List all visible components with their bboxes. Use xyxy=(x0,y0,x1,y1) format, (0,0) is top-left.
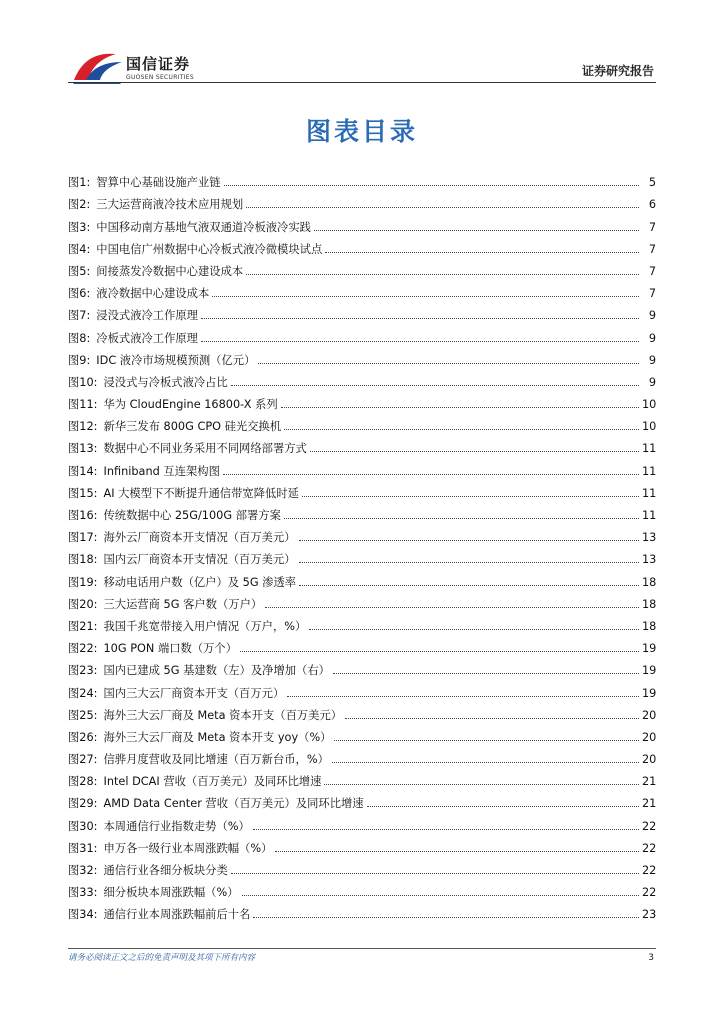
toc-entry-page: 21 xyxy=(642,775,657,789)
toc-entry-page: 10 xyxy=(642,398,657,412)
toc-entry-label: 图25: xyxy=(68,708,98,722)
toc-leader-dots xyxy=(242,895,640,896)
toc-entry-page: 13 xyxy=(642,531,657,545)
toc-entry-label: 图19: xyxy=(68,575,98,589)
toc-entry-title: 移动电话用户数（亿户）及 5G 渗透率 xyxy=(103,575,297,589)
toc-entry-title: 申万各一级行业本周涨跌幅（%） xyxy=(103,841,273,855)
toc-entry-page: 18 xyxy=(642,597,657,611)
toc-leader-dots xyxy=(253,917,639,918)
toc-entry[interactable] xyxy=(68,212,656,234)
toc-entry-title: 我国千兆宽带接入用户情况（万户，%） xyxy=(103,619,307,633)
toc-entry[interactable] xyxy=(68,745,656,767)
toc-entry-label: 图12: xyxy=(68,420,98,434)
toc-leader-dots xyxy=(334,740,639,741)
toc-entry-label: 图4: xyxy=(68,242,91,256)
table-of-figures xyxy=(68,168,656,922)
toc-entry-label: 图14: xyxy=(68,464,98,478)
toc-entry[interactable] xyxy=(68,257,656,279)
toc-entry-label: 图29: xyxy=(68,797,98,811)
toc-entry-label: 图3: xyxy=(68,220,91,234)
toc-entry-page: 18 xyxy=(642,575,657,589)
toc-entry[interactable] xyxy=(68,678,656,700)
toc-entry-page: 7 xyxy=(648,287,656,301)
page-title: 图表目录 xyxy=(305,117,418,146)
toc-entry[interactable] xyxy=(68,190,656,212)
toc-leader-dots xyxy=(246,207,639,208)
toc-entry[interactable] xyxy=(68,834,656,856)
toc-entry-page: 19 xyxy=(642,642,657,656)
toc-entry[interactable] xyxy=(68,279,656,301)
toc-entry-label: 图9: xyxy=(68,353,91,367)
toc-entry[interactable] xyxy=(68,323,656,345)
toc-entry-title: 浸没式液冷工作原理 xyxy=(96,309,198,323)
logo-name-cn: 国信证券 xyxy=(126,55,191,73)
toc-entry[interactable] xyxy=(68,168,656,190)
toc-entry-title: Infiniband 互连架构图 xyxy=(103,464,220,478)
toc-entry-title: 智算中心基础设施产业链 xyxy=(96,176,221,190)
toc-entry-page: 23 xyxy=(642,908,657,922)
toc-entry-label: 图24: xyxy=(68,686,98,700)
toc-entry-title: 本周通信行业指数走势（%） xyxy=(103,819,250,833)
toc-entry[interactable] xyxy=(68,456,656,478)
toc-entry-title: AMD Data Center 营收（百万美元）及同环比增速 xyxy=(103,797,364,811)
toc-leader-dots xyxy=(246,274,639,275)
toc-entry-page: 9 xyxy=(648,353,656,367)
toc-entry[interactable] xyxy=(68,701,656,723)
toc-entry-title: 传统数据中心 25G/100G 部署方案 xyxy=(103,509,281,522)
toc-entry-label: 图23: xyxy=(68,664,98,678)
toc-entry-label: 图33: xyxy=(68,886,98,900)
toc-entry[interactable] xyxy=(68,634,656,656)
logo-name-en: GUOSEN SECURITIES xyxy=(126,74,195,81)
toc-entry-label: 图28: xyxy=(68,775,98,789)
toc-entry-title: 国内三大云厂商资本开支（百万元） xyxy=(103,686,285,700)
toc-leader-dots xyxy=(324,784,639,785)
toc-leader-dots xyxy=(212,296,639,297)
toc-entry-title: 三大运营商液冷技术应用规划 xyxy=(96,198,244,212)
toc-entry-label: 图21: xyxy=(68,619,98,633)
toc-entry-title: 三大运营商 5G 客户数（万户） xyxy=(103,597,263,611)
toc-entry-page: 20 xyxy=(642,753,657,767)
toc-entry-title: 信骅月度营收及同比增速（百万新台币，%） xyxy=(103,753,329,767)
toc-entry-label: 图30: xyxy=(68,819,98,833)
toc-entry-title: 海外三大云厂商及 Meta 资本开支（百万美元） xyxy=(103,708,343,722)
toc-entry-title: AI 大模型下不断提升通信带宽降低时延 xyxy=(103,486,299,500)
toc-leader-dots xyxy=(281,407,639,408)
toc-leader-dots xyxy=(333,673,639,674)
toc-entry-title: 通信行业各细分板块分类 xyxy=(103,864,228,877)
toc-entry-title: 华为 CloudEngine 16800-X 系列 xyxy=(103,398,278,412)
toc-entry-page: 22 xyxy=(642,819,657,833)
toc-entry-title: 海外三大云厂商及 Meta 资本开支 yoy（%） xyxy=(103,730,332,744)
toc-entry-page: 21 xyxy=(642,797,657,811)
toc-entry-title: 细分板块本周涨跌幅（%） xyxy=(103,886,239,900)
toc-entry-label: 图8: xyxy=(68,331,91,345)
toc-entry-page: 5 xyxy=(648,176,656,190)
toc-entry-label: 图16: xyxy=(68,509,98,522)
page-number: 3 xyxy=(648,953,654,963)
toc-entry-title: 国内已建成 5G 基建数（左）及净增加（右） xyxy=(103,664,330,678)
toc-entry[interactable] xyxy=(68,390,656,412)
toc-entry-page: 19 xyxy=(642,686,657,700)
toc-leader-dots xyxy=(309,629,639,630)
toc-entry-page: 9 xyxy=(648,375,656,389)
toc-entry-title: 冷板式液冷工作原理 xyxy=(96,331,198,345)
toc-entry-title: 中国移动南方基地气液双通道冷板液冷实践 xyxy=(96,220,311,234)
toc-entry-title: 中国电信广州数据中心冷板式液冷微模块试点 xyxy=(96,242,323,256)
toc-leader-dots xyxy=(231,385,639,386)
company-logo xyxy=(72,50,222,86)
toc-entry-label: 图32: xyxy=(68,864,98,877)
toc-entry-title: Intel DCAI 营收（百万美元）及同环比增速 xyxy=(103,775,322,789)
toc-entry-page: 22 xyxy=(642,841,657,855)
toc-entry-title: 数据中心不同业务采用不同网络部署方式 xyxy=(103,442,307,456)
toc-entry-page: 11 xyxy=(642,509,657,522)
toc-entry-label: 图10: xyxy=(68,375,98,389)
toc-entry-label: 图31: xyxy=(68,841,98,855)
toc-leader-dots xyxy=(332,762,639,763)
toc-leader-dots xyxy=(310,451,639,452)
toc-entry[interactable] xyxy=(68,301,656,323)
toc-entry-label: 图18: xyxy=(68,553,98,567)
toc-leader-dots xyxy=(367,806,639,807)
toc-entry-page: 9 xyxy=(648,331,656,345)
toc-entry-page: 11 xyxy=(642,464,657,478)
toc-leader-dots xyxy=(231,873,639,874)
toc-entry-page: 20 xyxy=(642,708,657,722)
toc-entry-page: 7 xyxy=(648,242,656,256)
report-type-label: 证券研究报告 xyxy=(581,64,654,78)
toc-leader-dots xyxy=(299,562,639,563)
toc-entry-label: 图1: xyxy=(68,176,91,190)
toc-entry-page: 22 xyxy=(642,864,657,877)
toc-leader-dots xyxy=(275,851,639,852)
toc-entry[interactable] xyxy=(68,656,656,678)
toc-entry[interactable] xyxy=(68,856,656,878)
toc-leader-dots xyxy=(299,540,639,541)
toc-entry-label: 图22: xyxy=(68,642,98,656)
toc-entry-page: 9 xyxy=(648,309,656,323)
toc-entry-page: 7 xyxy=(648,220,656,234)
footer-divider xyxy=(68,948,656,949)
toc-entry[interactable] xyxy=(68,590,656,612)
toc-leader-dots xyxy=(265,607,639,608)
toc-entry-page: 22 xyxy=(642,886,657,900)
toc-entry[interactable] xyxy=(68,567,656,589)
toc-entry-label: 图6: xyxy=(68,287,91,301)
toc-entry-page: 13 xyxy=(642,553,657,567)
toc-leader-dots xyxy=(284,429,639,430)
toc-leader-dots xyxy=(258,363,639,364)
toc-entry[interactable] xyxy=(68,479,656,501)
toc-entry[interactable] xyxy=(68,811,656,833)
toc-leader-dots xyxy=(314,230,639,231)
toc-entry-label: 图27: xyxy=(68,753,98,767)
toc-entry-title: IDC 液冷市场规模预测（亿元） xyxy=(96,353,256,367)
toc-entry[interactable] xyxy=(68,612,656,634)
toc-entry-title: 液冷数据中心建设成本 xyxy=(96,287,210,301)
toc-entry-label: 图2: xyxy=(68,198,91,212)
toc-entry[interactable] xyxy=(68,368,656,390)
toc-entry-label: 图11: xyxy=(68,398,98,412)
toc-entry[interactable] xyxy=(68,789,656,811)
toc-entry-page: 7 xyxy=(648,264,656,278)
toc-entry[interactable] xyxy=(68,723,656,745)
footer-disclaimer: 请务必阅读正文之后的免责声明及其项下所有内容 xyxy=(68,953,256,963)
toc-entry-label: 图17: xyxy=(68,531,98,545)
toc-entry-label: 图20: xyxy=(68,597,98,611)
toc-entry[interactable] xyxy=(68,235,656,257)
toc-entry-label: 图13: xyxy=(68,442,98,456)
toc-entry-page: 11 xyxy=(642,486,657,500)
toc-leader-dots xyxy=(253,829,639,830)
toc-leader-dots xyxy=(299,585,639,586)
toc-entry-label: 图34: xyxy=(68,908,98,922)
header-divider xyxy=(68,82,656,83)
toc-entry-label: 图15: xyxy=(68,486,98,500)
toc-entry-title: 海外云厂商资本开支情况（百万美元） xyxy=(103,531,296,545)
toc-leader-dots xyxy=(287,696,639,697)
page-header xyxy=(0,0,724,90)
toc-entry-page: 6 xyxy=(648,198,656,212)
toc-leader-dots xyxy=(302,496,639,497)
toc-entry[interactable] xyxy=(68,523,656,545)
toc-leader-dots xyxy=(325,252,639,253)
toc-entry-title: 10G PON 端口数（万个） xyxy=(103,642,238,656)
toc-leader-dots xyxy=(240,651,639,652)
toc-leader-dots xyxy=(284,518,639,519)
toc-entry[interactable] xyxy=(68,878,656,900)
toc-entry-title: 新华三发布 800G CPO 硅光交换机 xyxy=(103,420,282,434)
toc-leader-dots xyxy=(201,318,639,319)
toc-entry-page: 20 xyxy=(642,730,657,744)
toc-leader-dots xyxy=(224,185,639,186)
toc-entry-label: 图7: xyxy=(68,309,91,323)
toc-entry[interactable] xyxy=(68,346,656,368)
toc-entry-title: 间接蒸发冷数据中心建设成本 xyxy=(96,264,244,278)
toc-entry[interactable] xyxy=(68,501,656,523)
toc-entry[interactable] xyxy=(68,545,656,567)
toc-entry-page: 11 xyxy=(642,442,657,456)
toc-entry-page: 18 xyxy=(642,619,657,633)
toc-entry-page: 19 xyxy=(642,664,657,678)
toc-entry[interactable] xyxy=(68,434,656,456)
toc-entry-title: 浸没式与冷板式液冷占比 xyxy=(103,375,228,389)
toc-entry[interactable] xyxy=(68,767,656,789)
toc-entry-label: 图26: xyxy=(68,730,98,744)
toc-leader-dots xyxy=(345,718,639,719)
toc-entry-title: 通信行业本周涨跌幅前后十名 xyxy=(103,908,251,922)
guosen-logo-icon xyxy=(72,50,124,86)
toc-entry-title: 国内云厂商资本开支情况（百万美元） xyxy=(103,553,296,567)
toc-leader-dots xyxy=(201,341,639,342)
toc-entry[interactable] xyxy=(68,412,656,434)
toc-entry-page: 10 xyxy=(642,420,657,434)
toc-entry[interactable] xyxy=(68,900,656,922)
toc-leader-dots xyxy=(223,474,639,475)
toc-entry-label: 图5: xyxy=(68,264,91,278)
